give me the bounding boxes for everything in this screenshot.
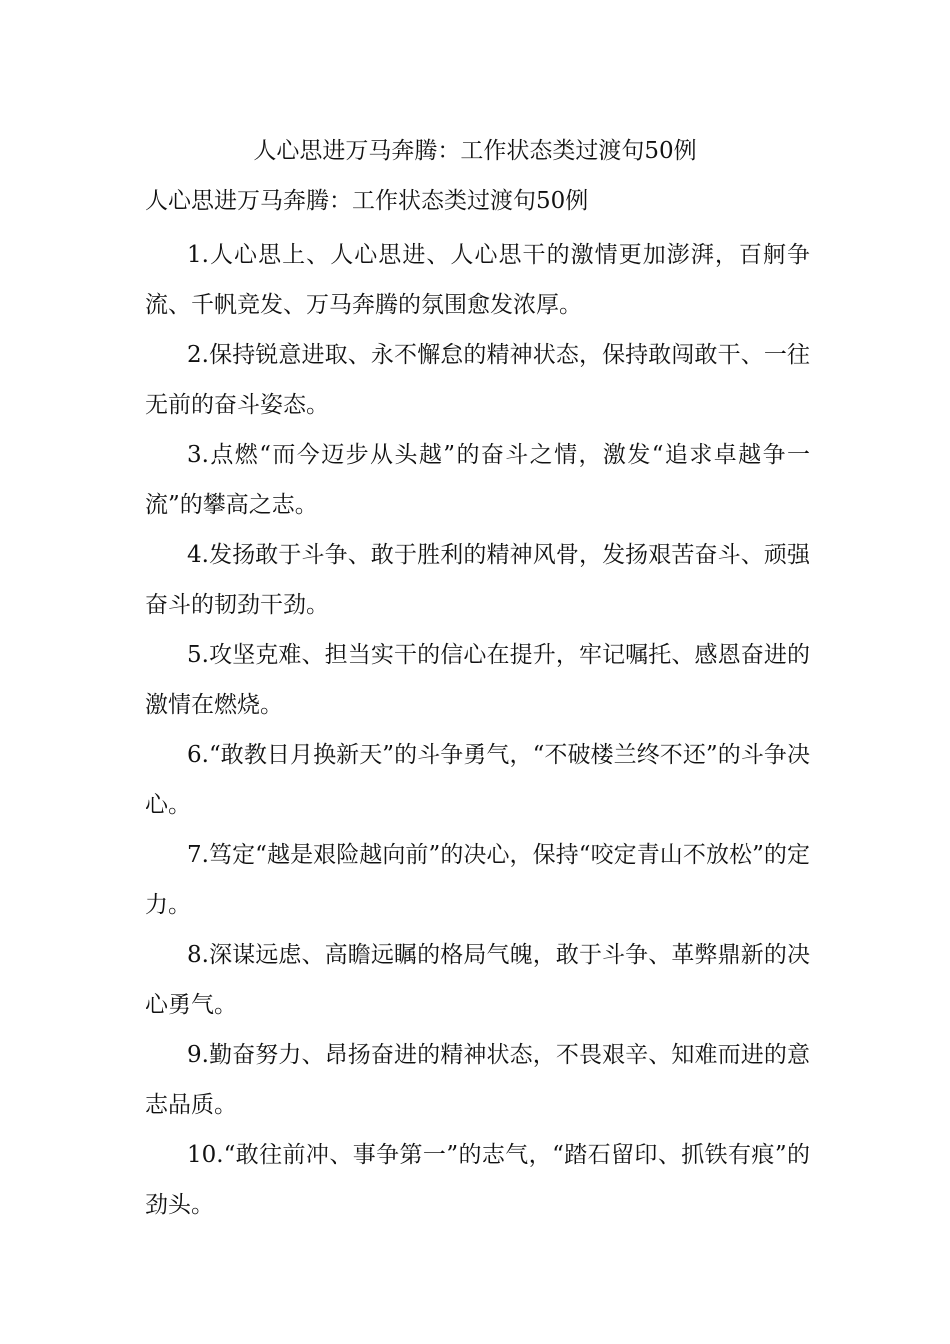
item-text: 深谋远虑、高瞻远瞩的格局气魄，敢于斗争、革弊鼎新的决心勇气。 — [145, 942, 810, 1018]
item-number: 8. — [187, 942, 209, 968]
item-text: 点燃“而今迈步从头越”的奋斗之情，激发“追求卓越争一流”的攀高之志。 — [145, 442, 810, 518]
item-number: 3. — [187, 442, 209, 468]
item-number: 9. — [187, 1042, 209, 1068]
item-number: 7. — [187, 842, 209, 868]
item-text: “敢教日月换新天”的斗争勇气，“不破楼兰终不还”的斗争决心。 — [145, 742, 810, 818]
list-item — [145, 531, 810, 630]
item-number: 10. — [187, 1142, 224, 1168]
document-subtitle: 人心思进万马奔腾：工作状态类过渡句50例 — [145, 188, 589, 214]
list-item — [145, 1131, 810, 1230]
item-list — [145, 231, 810, 1231]
item-number: 5. — [187, 642, 209, 668]
item-number: 2. — [187, 342, 209, 368]
item-text: 笃定“越是艰险越向前”的决心，保持“咬定青山不放松”的定力。 — [145, 842, 810, 918]
list-item — [145, 731, 810, 830]
list-item — [145, 631, 810, 730]
item-text: 保持锐意进取、永不懈怠的精神状态，保持敢闯敢干、一往无前的奋斗姿态。 — [145, 342, 810, 418]
list-item — [145, 231, 810, 330]
list-item — [145, 931, 810, 1030]
item-number: 4. — [187, 542, 209, 568]
list-item — [145, 331, 810, 430]
item-text: 攻坚克难、担当实干的信心在提升，牢记嘱托、感恩奋进的激情在燃烧。 — [145, 642, 810, 718]
list-item — [145, 431, 810, 530]
item-text: 勤奋努力、昂扬奋进的精神状态，不畏艰辛、知难而进的意志品质。 — [145, 1042, 810, 1118]
item-number: 6. — [187, 742, 209, 768]
item-text: 人心思上、人心思进、人心思干的激情更加澎湃，百舸争流、千帆竞发、万马奔腾的氛围愈发浓厚。 — [145, 242, 810, 318]
list-item — [145, 831, 810, 930]
item-number: 1. — [187, 242, 209, 268]
document-title: 人心思进万马奔腾：工作状态类过渡句50例 — [253, 138, 697, 164]
list-item — [145, 1031, 810, 1130]
item-text: “敢往前冲、事争第一”的志气，“踏石留印、抓铁有痕”的劲头。 — [145, 1142, 810, 1218]
item-text: 发扬敢于斗争、敢于胜利的精神风骨，发扬艰苦奋斗、顽强奋斗的韧劲干劲。 — [145, 542, 810, 618]
